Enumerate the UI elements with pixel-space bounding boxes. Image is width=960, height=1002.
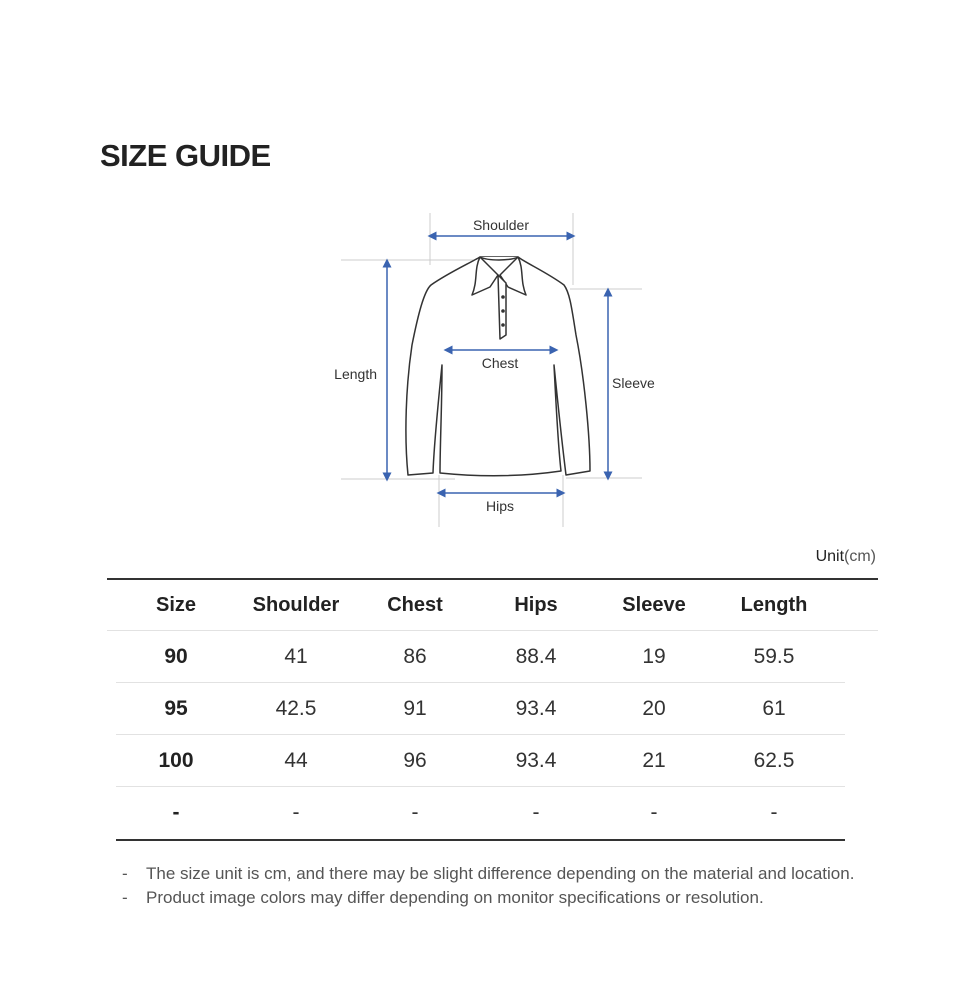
size-table (107, 578, 878, 841)
cell-length: 62.5 (753, 748, 795, 772)
page-title: SIZE GUIDE (100, 138, 271, 173)
note-bullet: - (122, 888, 128, 907)
cell-size: 100 (158, 748, 194, 772)
cell-hips: 88.4 (515, 644, 557, 668)
cell-hips: - (532, 801, 540, 824)
table-row (116, 735, 845, 787)
cell-sleeve: 19 (642, 644, 666, 668)
note-bullet: - (122, 864, 128, 883)
cell-size: - (172, 801, 180, 824)
unit-label: Unit(cm) (815, 548, 876, 565)
cell-sleeve: 20 (642, 696, 666, 720)
cell-shoulder: 42.5 (275, 696, 317, 720)
header-length: Length (740, 593, 808, 616)
cell-size: 95 (164, 696, 188, 720)
header-hips: Hips (514, 593, 558, 616)
header-size: Size (155, 593, 197, 616)
cell-length: 59.5 (753, 644, 795, 668)
table-header (107, 580, 878, 631)
length-label: Length (334, 366, 377, 382)
header-chest: Chest (387, 593, 443, 616)
shoulder-label: Shoulder (472, 217, 530, 233)
note-text: Product image colors may differ depending on monitor specifications or resolution. (146, 888, 764, 907)
cell-chest: 86 (403, 644, 427, 668)
note-item (122, 886, 854, 910)
table-row (116, 631, 845, 683)
sleeve-label: Sleeve (612, 375, 655, 391)
cell-size: 90 (164, 644, 188, 668)
table-row (116, 683, 845, 735)
cell-chest: 91 (403, 696, 427, 720)
cell-hips: 93.4 (515, 748, 557, 772)
header-shoulder: Shoulder (252, 593, 340, 616)
garment-illustration (320, 205, 660, 535)
header-sleeve: Sleeve (622, 593, 686, 616)
table-row (116, 787, 845, 841)
note-item (122, 862, 854, 886)
cell-shoulder: - (292, 801, 300, 824)
chest-label: Chest (481, 355, 519, 371)
cell-length: - (770, 801, 778, 824)
table-body (116, 631, 845, 841)
size-notes (122, 862, 854, 910)
hips-label: Hips (485, 498, 515, 514)
cell-hips: 93.4 (515, 696, 557, 720)
size-diagram (320, 205, 660, 535)
cell-length: 61 (762, 696, 786, 720)
cell-shoulder: 41 (284, 644, 308, 668)
cell-sleeve: 21 (642, 748, 666, 772)
cell-shoulder: 44 (284, 748, 308, 772)
note-text: The size unit is cm, and there may be slight difference depending on the material and location. (146, 864, 855, 883)
cell-chest: - (411, 801, 419, 824)
cell-chest: 96 (403, 748, 427, 772)
cell-sleeve: - (650, 801, 658, 824)
